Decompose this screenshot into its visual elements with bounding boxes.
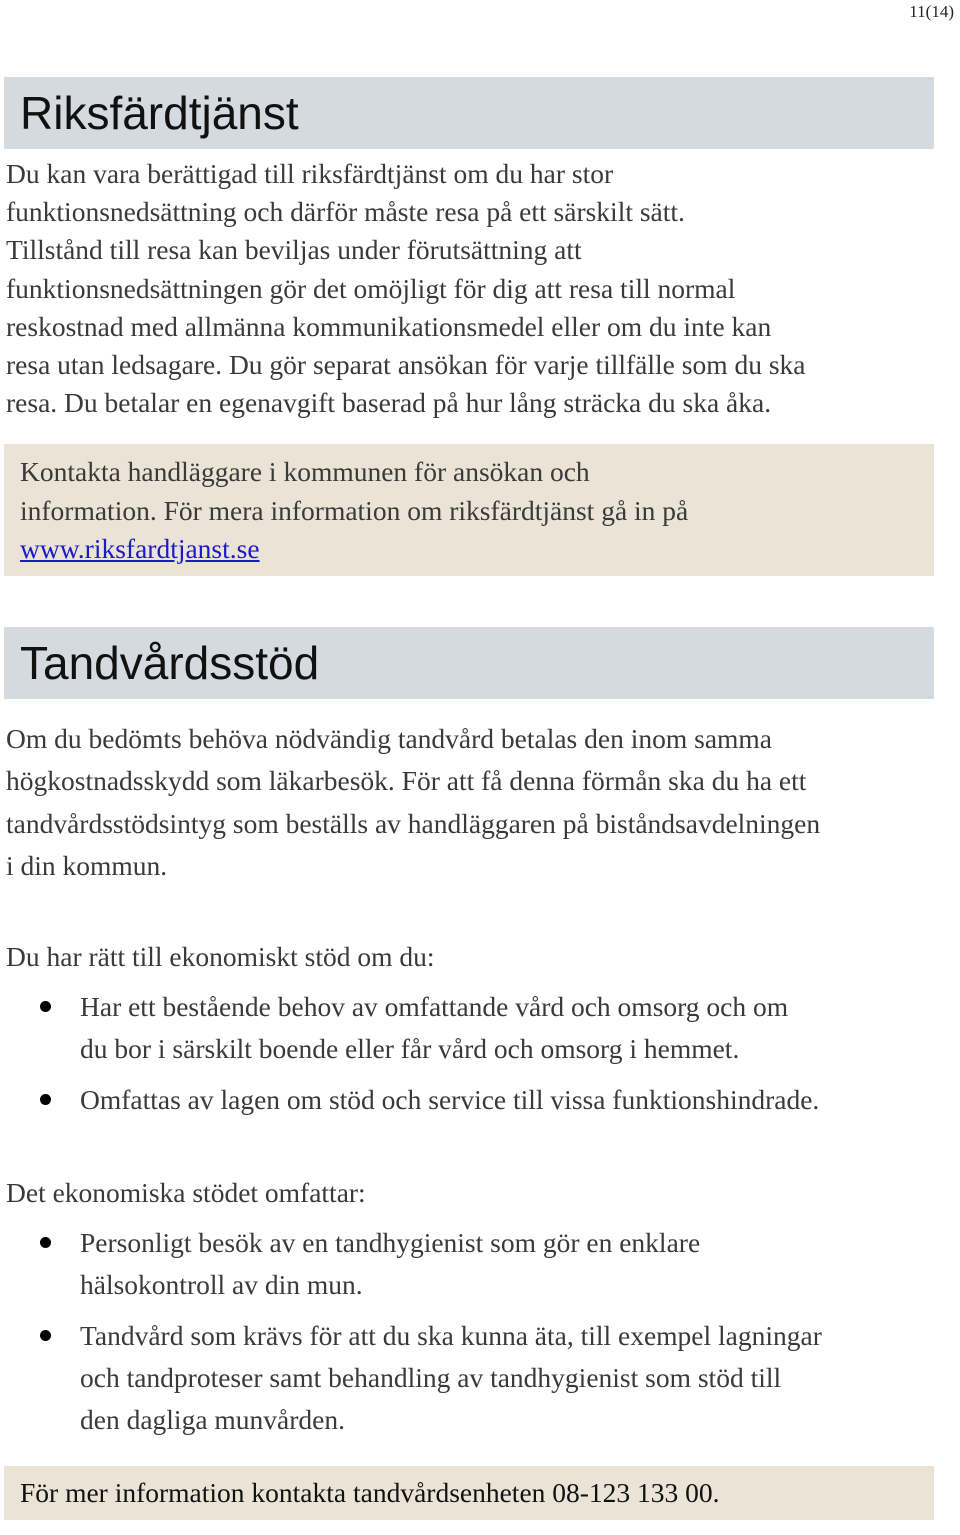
bullet-icon (40, 1237, 51, 1248)
contact-line: Kontakta handläggare i kommunen för ansökan och (20, 456, 590, 487)
bullet-icon (40, 1330, 51, 1341)
eligibility-intro: Du har rätt till ekonomiskt stöd om du: (6, 941, 435, 972)
list-item-line: hälsokontroll av din mun. (80, 1269, 363, 1301)
body-line: Tillstånd till resa kan beviljas under förutsättning att (6, 234, 582, 266)
tandvardsstod-body (6, 718, 936, 887)
riksfardtjanst-body (6, 155, 936, 422)
list-item-line: Personligt besök av en tandhygienist som gör en enklare (80, 1227, 701, 1258)
page-number: 11(14) (909, 2, 954, 21)
body-line: i din kommun. (6, 849, 168, 881)
body-line: Om du bedömts behöva nödvändig tandvård betalas den inom samma (6, 723, 773, 754)
tandvardsstod-contact-text: För mer information kontakta tandvårdsenheten 08-123 133 00. (20, 1477, 720, 1508)
list-item (0, 1222, 936, 1307)
coverage-intro: Det ekonomiska stödet omfattar: (6, 1177, 366, 1208)
body-line: reskostnad med allmänna kommunikationsmedel eller om du inte kan (6, 310, 772, 342)
list-item-line: du bor i särskilt boende eller får vård och omsorg i hemmet. (80, 1033, 740, 1065)
tandvardsstod-heading: Tandvårdsstöd (20, 637, 320, 689)
body-line: resa. Du betalar en egenavgift baserad på hur lång sträcka du ska åka. (6, 387, 772, 419)
eligibility-list (0, 986, 936, 1121)
list-item-line: den dagliga munvården. (80, 1404, 345, 1436)
riksfardtjanst-contact-box (4, 444, 934, 576)
tandvardsstod-contact-box (4, 1466, 934, 1520)
list-item-line: Omfattas av lagen om stöd och service till vissa funktionshindrade. (80, 1083, 820, 1115)
riksfardtjanst-contact-text (20, 444, 918, 569)
bullet-icon (40, 1094, 51, 1105)
riksfardtjanst-link[interactable]: www.riksfardtjanst.se (20, 533, 260, 564)
tandvardsstod-heading-bar (4, 627, 934, 699)
list-item-line: och tandproteser samt behandling av tandhygienist som stöd till (80, 1361, 782, 1393)
body-line: funktionsnedsättning och därför måste resa på ett särskilt sätt. (6, 196, 685, 228)
body-line: tandvårdsstödsintyg som beställs av handläggaren på biståndsavdelningen (6, 807, 821, 839)
body-line: högkostnadsskydd som läkarbesök. För att få denna förmån ska du ha ett (6, 765, 807, 797)
contact-line: information. För mera information om riksfärdtjänst gå in på (20, 494, 689, 526)
list-item (0, 1315, 936, 1442)
coverage-list (0, 1222, 936, 1441)
body-line: resa utan ledsagare. Du gör separat ansökan för varje tillfälle som du ska (6, 349, 806, 381)
riksfardtjanst-heading: Riksfärdtjänst (20, 87, 299, 139)
list-item (0, 986, 936, 1071)
list-item (0, 1079, 936, 1121)
list-item-line: Har ett bestående behov av omfattande vård och omsorg och om (80, 991, 789, 1022)
riksfardtjanst-heading-bar (4, 77, 934, 149)
list-item-line: Tandvård som krävs för att du ska kunna äta, till exempel lagningar (80, 1319, 822, 1351)
body-line: funktionsnedsättningen gör det omöjligt för dig att resa till normal (6, 272, 736, 304)
body-line: Du kan vara berättigad till riksfärdtjänst om du har stor (6, 158, 614, 189)
bullet-icon (40, 1001, 51, 1012)
